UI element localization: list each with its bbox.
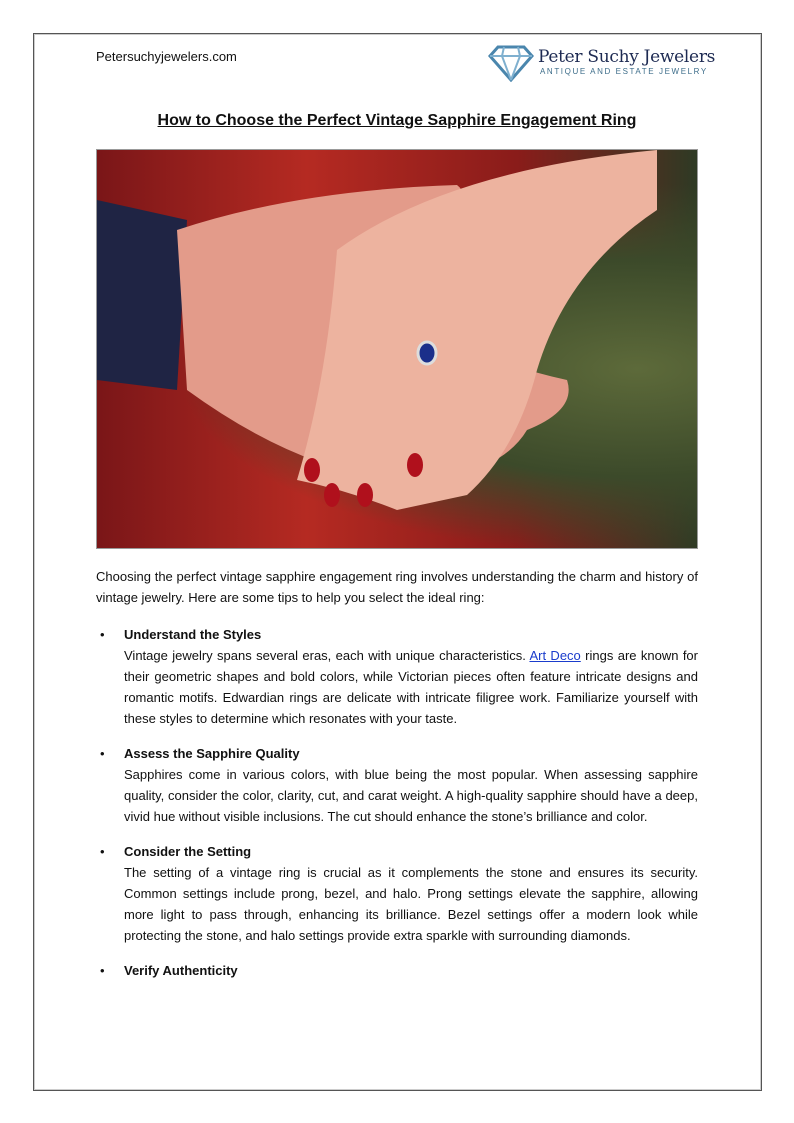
section-text: Sapphires come in various colors, with blue being the most popular. When assessing sapphire quality, consider the color, clarity, cut, and carat weight. A high-quality sapphire should have a deep, vivid hue without visible inclusions. The cut should enhance the stone’s brilliance and color. xyxy=(124,767,698,824)
text: rings are known for their geometric shapes and bold colors, while Victorian pieces often feature intricate designs and romantic motifs. Edwardian rings are delicate with intricate filigree work. Familiarize yourself with these styles to determine which resonates with your taste. xyxy=(124,648,698,726)
list-item xyxy=(96,624,698,729)
tips-list xyxy=(96,624,698,981)
company-logo xyxy=(488,44,716,84)
section-heading: • Understand the Styles xyxy=(124,627,262,642)
list-item xyxy=(96,841,698,946)
text: Vintage jewelry spans several eras, each with unique characteristics. xyxy=(124,648,530,663)
page-title: How to Choose the Perfect Vintage Sapphire Engagement Ring xyxy=(157,112,637,129)
list-item xyxy=(96,743,698,827)
diamond-icon xyxy=(488,44,534,82)
logo-name: Peter Suchy Jewelers xyxy=(538,47,716,67)
section-heading: • Assess the Sapphire Quality xyxy=(124,746,300,761)
section-heading: • Consider the Setting xyxy=(124,844,252,859)
section-heading: • Verify Authenticity xyxy=(124,963,238,978)
site-url: Petersuchyjewelers.com xyxy=(96,49,237,64)
list-item xyxy=(96,960,698,981)
article-body xyxy=(96,566,698,995)
art-deco-link[interactable]: Art Deco xyxy=(529,648,581,663)
intro-paragraph: Choosing the perfect vintage sapphire engagement ring involves understanding the charm and history of vintage jewelry. Here are some tips to help you select the ideal ring: xyxy=(96,569,698,605)
section-text xyxy=(124,645,698,729)
section-text: The setting of a vintage ring is crucial as it complements the stone and ensures its security. Common settings include prong, bezel, and halo. Prong settings elevate the sapphire, allowing more light to pass through, enhancing its brilliance. Bezel settings offer a modern look while protecting the stone, and halo settings provide extra sparkle with surrounding diamonds. xyxy=(124,865,698,943)
hero-image-ring-on-hand xyxy=(96,149,698,549)
logo-tagline: ANTIQUE AND ESTATE JEWELRY xyxy=(540,67,708,76)
